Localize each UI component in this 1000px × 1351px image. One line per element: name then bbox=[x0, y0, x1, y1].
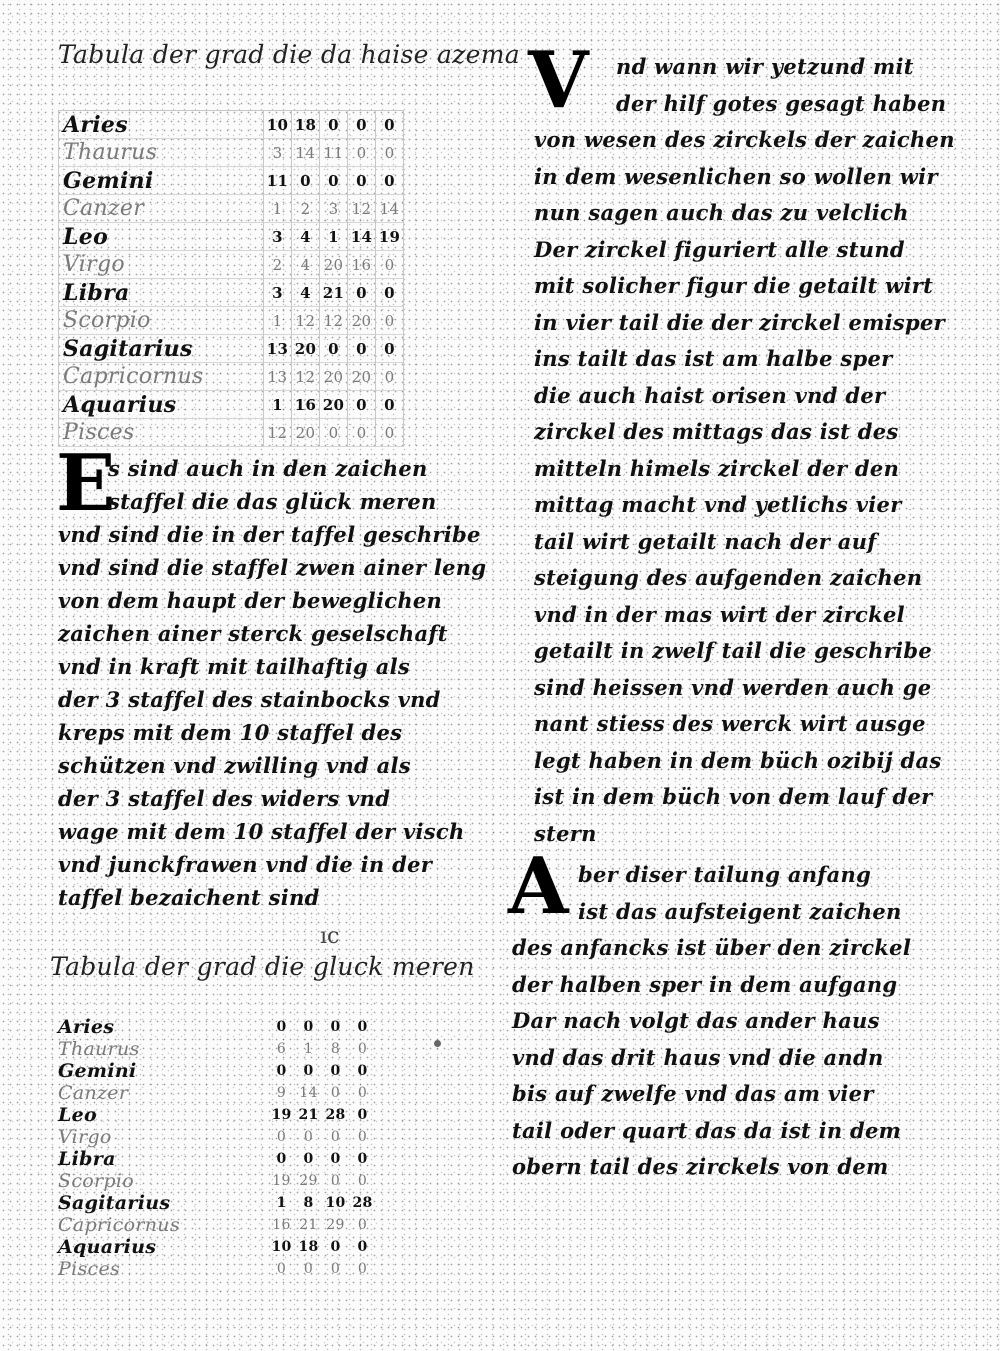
degree-value: 10 bbox=[271, 1239, 292, 1255]
degree-value: 12 bbox=[320, 307, 348, 335]
sign-name: Leo bbox=[59, 223, 264, 251]
text-line: taffel bezaichent sind bbox=[58, 885, 320, 910]
degree-value: 12 bbox=[292, 307, 320, 335]
table-row bbox=[59, 111, 404, 139]
table-row bbox=[59, 335, 404, 363]
degree-value: 0 bbox=[330, 1019, 341, 1035]
degree-value: 0 bbox=[376, 307, 404, 335]
degree-value: 0 bbox=[376, 391, 404, 419]
table-row bbox=[54, 1214, 376, 1236]
degree-value: 20 bbox=[320, 391, 348, 419]
degree-value: 3 bbox=[320, 195, 348, 223]
degree-value: 12 bbox=[348, 195, 376, 223]
decorated-initial-a: A bbox=[508, 841, 569, 932]
degree-value: 0 bbox=[303, 1019, 314, 1035]
text-line: der 3 staffel des widers vnd bbox=[58, 786, 391, 811]
degree-value: 18 bbox=[292, 111, 320, 139]
degree-value: 14 bbox=[348, 223, 376, 251]
degree-value: 0 bbox=[357, 1063, 368, 1079]
text-line: bis auf zwelfe vnd das am vier bbox=[512, 1081, 874, 1106]
degree-value: 20 bbox=[320, 251, 348, 279]
text-line: vnd in der mas wirt der zirckel bbox=[534, 601, 905, 627]
degree-value: 0 bbox=[320, 167, 348, 195]
degree-value: 28 bbox=[352, 1195, 373, 1211]
degree-value: 0 bbox=[376, 251, 404, 279]
degree-value: 3 bbox=[264, 279, 292, 307]
degree-value: 20 bbox=[320, 363, 348, 391]
text-line: der 3 staffel des stainbocks vnd bbox=[58, 687, 441, 712]
table-row bbox=[54, 1126, 376, 1148]
text-line: ist in dem büch von dem lauf der bbox=[534, 784, 933, 809]
table-row bbox=[59, 195, 404, 223]
table-row bbox=[54, 1104, 376, 1126]
degree-value: 1 bbox=[303, 1041, 314, 1057]
sign-name: Virgo bbox=[59, 251, 264, 279]
degree-value: 0 bbox=[357, 1107, 368, 1123]
degree-value: 0 bbox=[303, 1129, 314, 1145]
degree-value: 20 bbox=[348, 307, 376, 335]
sign-name: Aries bbox=[58, 1016, 115, 1038]
text-line: nd wann wir yetzund mit bbox=[616, 54, 914, 79]
text-line: der halben sper in dem aufgang bbox=[512, 971, 898, 997]
degree-value: 0 bbox=[376, 363, 404, 391]
table-row bbox=[59, 279, 404, 307]
degree-value: 20 bbox=[292, 335, 320, 363]
degree-value: 0 bbox=[376, 419, 404, 447]
degree-value: 0 bbox=[330, 1261, 341, 1277]
degree-value: 16 bbox=[292, 391, 320, 419]
sign-name: Scorpio bbox=[59, 307, 264, 335]
degree-value: 0 bbox=[357, 1019, 368, 1035]
degree-value: 29 bbox=[299, 1173, 318, 1189]
degree-value: 0 bbox=[276, 1261, 287, 1277]
degree-value: 16 bbox=[272, 1217, 291, 1233]
degree-value: 0 bbox=[303, 1151, 314, 1167]
degree-value: 4 bbox=[292, 251, 320, 279]
degree-value: 8 bbox=[303, 1195, 314, 1211]
degree-value: 0 bbox=[357, 1261, 368, 1277]
degree-value: 14 bbox=[292, 139, 320, 167]
degree-value: 0 bbox=[376, 111, 404, 139]
table-luck-title: Tabula der grad die gluck meren bbox=[50, 952, 475, 981]
table-row bbox=[54, 1148, 376, 1170]
table-row bbox=[54, 1082, 376, 1104]
degree-value: 0 bbox=[276, 1019, 287, 1035]
degree-value: 8 bbox=[330, 1041, 341, 1057]
degree-value: 0 bbox=[348, 279, 376, 307]
text-line: sind heissen vnd werden auch ge bbox=[534, 674, 932, 700]
degree-value: 0 bbox=[276, 1063, 287, 1079]
text-line: von dem haupt der beweglichen bbox=[58, 588, 443, 613]
degree-value: 0 bbox=[348, 419, 376, 447]
degree-value: 21 bbox=[298, 1107, 319, 1123]
sign-name: Aries bbox=[59, 111, 264, 139]
text-line: obern tail des zirckels von dem bbox=[512, 1154, 889, 1179]
degree-value: 0 bbox=[330, 1239, 341, 1255]
text-line: s sind auch in den zaichen bbox=[108, 456, 428, 481]
table-row bbox=[59, 307, 404, 335]
text-line: Dar nach volgt das ander haus bbox=[512, 1008, 880, 1033]
degree-value: 0 bbox=[376, 279, 404, 307]
text-line: mitteln himels zirckel der den bbox=[534, 455, 900, 481]
text-line: vnd junckfrawen vnd die in der bbox=[58, 852, 433, 877]
table-row bbox=[54, 1060, 376, 1082]
degree-value: 0 bbox=[348, 391, 376, 419]
decorated-initial-e: E bbox=[56, 438, 116, 529]
degree-value: 0 bbox=[292, 167, 320, 195]
sign-name: Libra bbox=[59, 279, 264, 307]
degree-value: 12 bbox=[292, 363, 320, 391]
text-line: legt haben in dem büch ozibij das bbox=[534, 747, 942, 773]
degree-value: 0 bbox=[330, 1129, 341, 1145]
sign-name: Canzer bbox=[58, 1082, 129, 1104]
degree-value: 2 bbox=[292, 195, 320, 223]
sign-name: Scorpio bbox=[58, 1170, 134, 1192]
degree-value: 3 bbox=[264, 223, 292, 251]
degree-value: 1 bbox=[320, 223, 348, 251]
sign-name: Aquarius bbox=[58, 1236, 157, 1258]
degree-value: 1 bbox=[264, 391, 292, 419]
degree-value: 0 bbox=[348, 335, 376, 363]
degree-value: 0 bbox=[348, 111, 376, 139]
sign-name: Leo bbox=[58, 1104, 98, 1126]
degree-value: 0 bbox=[303, 1063, 314, 1079]
margin-mark: ıc bbox=[320, 924, 340, 949]
degree-value: 12 bbox=[264, 419, 292, 447]
degree-value: 0 bbox=[303, 1261, 314, 1277]
sign-name: Capricornus bbox=[59, 363, 264, 391]
degree-value: 20 bbox=[348, 363, 376, 391]
text-line: vnd sind die staffel zwen ainer leng bbox=[58, 555, 487, 580]
table-row bbox=[59, 363, 404, 391]
text-line: ist das aufsteigent zaichen bbox=[578, 898, 902, 924]
degree-value: 18 bbox=[298, 1239, 319, 1255]
table-row bbox=[59, 251, 404, 279]
text-line: ber diser tailung anfang bbox=[578, 862, 872, 887]
degree-value: 0 bbox=[357, 1239, 368, 1255]
degree-value: 14 bbox=[376, 195, 404, 223]
sign-name: Pisces bbox=[59, 419, 264, 447]
table-houses-title: Tabula der grad die da haise azema bbox=[58, 40, 520, 69]
degree-value: 0 bbox=[330, 1063, 341, 1079]
degree-value: 19 bbox=[272, 1173, 291, 1189]
degree-value: 0 bbox=[320, 419, 348, 447]
degree-value: 0 bbox=[276, 1129, 287, 1145]
degree-value: 13 bbox=[264, 363, 292, 391]
degree-value: 0 bbox=[330, 1173, 341, 1189]
degree-value: 11 bbox=[264, 167, 292, 195]
sign-name: Gemini bbox=[59, 167, 264, 195]
decorated-initial-v: V bbox=[528, 35, 589, 126]
sign-name: Virgo bbox=[58, 1126, 112, 1148]
degree-value: 0 bbox=[357, 1151, 368, 1167]
degree-value: 21 bbox=[299, 1217, 318, 1233]
degree-value: 1 bbox=[276, 1195, 287, 1211]
text-line: vnd in kraft mit tailhaftig als bbox=[58, 654, 411, 679]
degree-value: 0 bbox=[357, 1041, 368, 1057]
text-line: mittag macht vnd yetlichs vier bbox=[534, 492, 902, 517]
degree-value: 9 bbox=[276, 1085, 287, 1101]
degree-value: 0 bbox=[330, 1151, 341, 1167]
degree-value: 0 bbox=[320, 335, 348, 363]
sign-name: Pisces bbox=[58, 1258, 121, 1280]
table-row bbox=[59, 139, 404, 167]
degree-value: 0 bbox=[348, 167, 376, 195]
sign-name: Thaurus bbox=[58, 1038, 140, 1060]
degree-value: 0 bbox=[357, 1085, 368, 1101]
ink-dot bbox=[434, 1040, 441, 1047]
sign-name: Canzer bbox=[59, 195, 264, 223]
text-line: des anfancks ist über den zirckel bbox=[512, 935, 912, 960]
degree-value: 0 bbox=[276, 1151, 287, 1167]
degree-value: 0 bbox=[330, 1085, 341, 1101]
text-line: wage mit dem 10 staffel der visch bbox=[58, 819, 465, 844]
degree-value: 1 bbox=[264, 307, 292, 335]
sign-name: Aquarius bbox=[59, 391, 264, 419]
sign-name: Sagitarius bbox=[59, 335, 264, 363]
degree-value: 16 bbox=[348, 251, 376, 279]
degree-value: 0 bbox=[376, 335, 404, 363]
text-line: getailt in zwelf tail die geschribe bbox=[534, 638, 932, 663]
text-line: zaichen ainer sterck geselschaft bbox=[58, 621, 448, 646]
degree-value: 4 bbox=[292, 223, 320, 251]
text-line: tail wirt getailt nach der auf bbox=[534, 528, 877, 554]
degree-value: 10 bbox=[264, 111, 292, 139]
text-line: Der zirckel figuriert alle stund bbox=[534, 236, 905, 262]
table-row bbox=[54, 1258, 376, 1280]
degree-value: 4 bbox=[292, 279, 320, 307]
text-line: staffel die das glück meren bbox=[108, 489, 437, 514]
degree-value: 19 bbox=[376, 223, 404, 251]
table-row bbox=[54, 1170, 376, 1192]
degree-value: 0 bbox=[357, 1173, 368, 1189]
table-row bbox=[59, 391, 404, 419]
degree-value: 28 bbox=[325, 1107, 346, 1123]
degree-value: 0 bbox=[357, 1129, 368, 1145]
degree-value: 0 bbox=[376, 167, 404, 195]
table-luck bbox=[54, 1016, 376, 1280]
degree-value: 20 bbox=[292, 419, 320, 447]
text-line: mit solicher figur die getailt wirt bbox=[534, 273, 934, 298]
text-line: vnd sind die in der taffel geschribe bbox=[58, 522, 481, 547]
text-line: der hilf gotes gesagt haben bbox=[616, 90, 947, 116]
degree-value: 0 bbox=[357, 1217, 368, 1233]
degree-value: 10 bbox=[325, 1195, 346, 1211]
table-row bbox=[59, 167, 404, 195]
text-line: kreps mit dem 10 staffel des bbox=[58, 720, 403, 745]
table-row bbox=[54, 1236, 376, 1258]
degree-value: 11 bbox=[320, 139, 348, 167]
text-line: steigung des aufgenden zaichen bbox=[534, 565, 923, 590]
degree-value: 19 bbox=[271, 1107, 292, 1123]
text-line: nun sagen auch das zu velclich bbox=[534, 200, 909, 225]
text-line: tail oder quart das da ist in dem bbox=[512, 1117, 902, 1143]
text-line: von wesen des zirckels der zaichen bbox=[534, 127, 955, 152]
degree-value: 29 bbox=[326, 1217, 345, 1233]
table-row bbox=[54, 1038, 376, 1060]
text-line: in vier tail die der zirckel emisper bbox=[534, 309, 946, 335]
text-line: nant stiess des werck wirt ausge bbox=[534, 711, 926, 736]
degree-value: 0 bbox=[348, 139, 376, 167]
table-houses bbox=[58, 110, 404, 447]
sign-name: Thaurus bbox=[59, 139, 264, 167]
degree-value: 3 bbox=[264, 139, 292, 167]
text-line: stern bbox=[534, 820, 597, 846]
degree-value: 14 bbox=[299, 1085, 318, 1101]
sign-name: Sagitarius bbox=[58, 1192, 171, 1214]
table-row bbox=[59, 223, 404, 251]
degree-value: 6 bbox=[276, 1041, 287, 1057]
sign-name: Libra bbox=[58, 1148, 116, 1170]
text-line: vnd das drit haus vnd die andn bbox=[512, 1044, 884, 1070]
text-line: zirckel des mittags das ist des bbox=[534, 419, 899, 444]
table-row bbox=[54, 1016, 376, 1038]
degree-value: 0 bbox=[376, 139, 404, 167]
sign-name: Capricornus bbox=[58, 1214, 180, 1236]
sign-name: Gemini bbox=[58, 1060, 137, 1082]
table-row bbox=[54, 1192, 376, 1214]
text-line: schützen vnd zwilling vnd als bbox=[58, 753, 411, 778]
degree-value: 1 bbox=[264, 195, 292, 223]
text-line: in dem wesenlichen so wollen wir bbox=[534, 163, 938, 189]
degree-value: 21 bbox=[320, 279, 348, 307]
degree-value: 13 bbox=[264, 335, 292, 363]
degree-value: 0 bbox=[320, 111, 348, 139]
text-line: die auch haist orisen vnd der bbox=[534, 382, 886, 408]
text-line: ins tailt das ist am halbe sper bbox=[534, 346, 893, 371]
degree-value: 2 bbox=[264, 251, 292, 279]
